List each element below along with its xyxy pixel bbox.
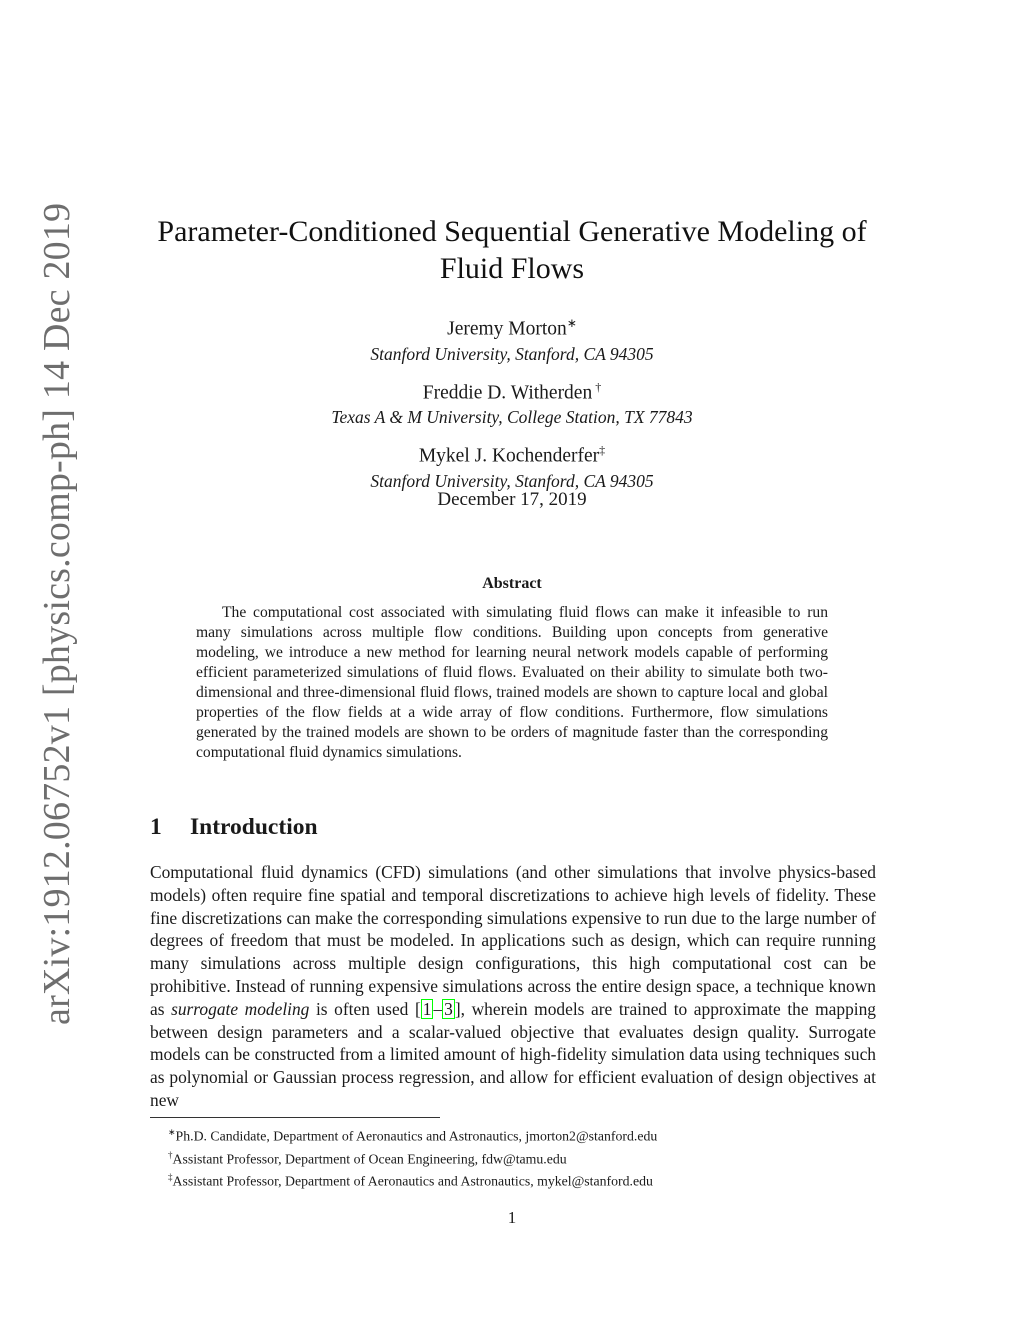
footnote: ∗Ph.D. Candidate, Department of Aeronautics and Astronautics, jmorton2@stanford.edu xyxy=(168,1127,658,1144)
section-number: 1 xyxy=(150,814,162,840)
author-affiliation: Texas A & M University, College Station, TX 77843 xyxy=(331,407,693,427)
author-name: Jeremy Morton∗ xyxy=(447,316,577,340)
emphasis-term: surrogate modeling xyxy=(171,998,310,1019)
intro-paragraph: Computational fluid dynamics (CFD) simulations (and other simulations that involve physics-based models) often require fine spatial and temporal discretizations to achieve high levels of fidelity. These fine discretizations can make the corresponding simulations expensive to run due to the large number of degrees of freedom that must be modeled. In applications such as design, which can require running many simulations across multiple design configurations, this high computational cost can be prohibitive. Instead of running expensive simulations across the entire design space, a technique known as surrogate modeling is often used [ 1 – 3 ], wherein models are trained to approximate the mapping between design parameters and a scalar-valued objective that evaluates design quality. Surrogate models can be constructed from a limited amount of high-fidelity simulation data using techniques such as polynomial or Gaussian process regression, and allow for efficient evaluation of design objectives at new xyxy=(150,862,877,1110)
title-line-1: Parameter-Conditioned Sequential Generative Modeling of xyxy=(157,215,867,248)
footnote-rule xyxy=(150,1117,440,1118)
author-name: Freddie D. Witherden † xyxy=(422,379,602,403)
author-affiliation: Stanford University, Stanford, CA 94305 xyxy=(370,470,654,491)
author-affiliation: Stanford University, Stanford, CA 94305 xyxy=(370,343,654,364)
title-line-2: Fluid Flows xyxy=(439,252,585,285)
abstract-text: The computational cost associated with simulating fluid flows can make it infeasible to run many simulations across multiple flow conditions. Building upon concepts from generative modeling, we introduce a new method for learning neural network models capable of performing efficient parameterized simulations of fluid flows. Evaluated on their ability to simulate both two-dimensional and three-dimensional fluid flows, trained models are shown to capture local and global properties of the flow fields at a wide array of flow conditions. Furthermore, flow simulations generated by the trained models are shown to be orders of magnitude faster than the corresponding computational fluid dynamics simulations. xyxy=(196,604,828,761)
citation-link[interactable]: 3 xyxy=(444,998,453,1019)
footnote: ‡Assistant Professor, Department of Aeronautics and Astronautics, mykel@stanford.edu xyxy=(168,1172,653,1189)
paper-title xyxy=(150,213,874,287)
citation-link[interactable]: 1 xyxy=(422,998,432,1019)
section-heading xyxy=(150,814,318,841)
section-title: Introduction xyxy=(190,814,318,840)
abstract-heading: Abstract xyxy=(482,575,542,592)
author-name: Mykel J. Kochenderfer‡ xyxy=(418,443,606,467)
footnotes xyxy=(168,1123,657,1191)
footnote: †Assistant Professor, Department of Ocean Engineering, fdw@tamu.edu xyxy=(168,1149,567,1167)
page-number: 1 xyxy=(507,1208,517,1227)
arxiv-stamp: arXiv:1912.06752v1 [physics.comp-ph] 14 Dec 2019 xyxy=(36,202,78,1025)
author-block xyxy=(150,311,874,502)
paper-date: December 17, 2019 xyxy=(437,489,587,510)
